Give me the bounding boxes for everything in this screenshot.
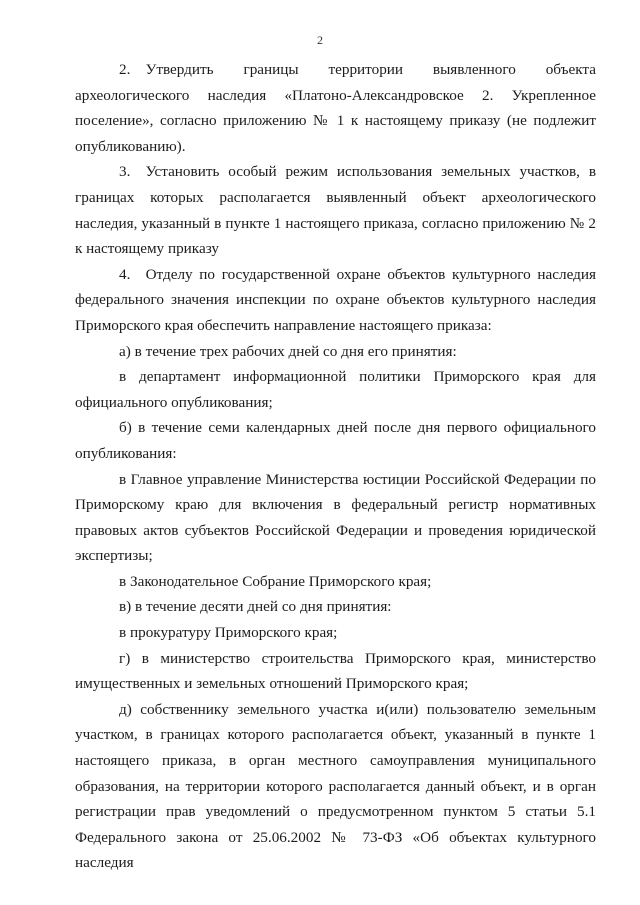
page-number: 2 bbox=[317, 33, 323, 47]
document-body bbox=[75, 57, 596, 876]
recipient-prosecutors-office: в прокуратуру Приморского края; bbox=[119, 624, 338, 642]
paragraph-item-3: 3. Установить особый режим использования земельных участков, в границах которых располагается выявленный объект археологического наследия, указанный в пункте 1 настоящего приказа, согласно приложению № 2 к настоящему приказу bbox=[75, 163, 596, 258]
subparagraph-b: б) в течение семи календарных дней после дня первого официального опубликования: bbox=[75, 419, 596, 462]
subparagraph-v: в) в течение десяти дней со дня принятия: bbox=[119, 598, 392, 616]
recipient-legislative-assembly: в Законодательное Собрание Приморского края; bbox=[119, 572, 432, 590]
subparagraph-d: д) собственнику земельного участка и(или) пользователю земельным участком, в границах которого располагается объект, указанный в пункте 1 настоящего приказа, в орган местного самоуправления муниципального образования, на территории которого располагается данный объект, и в орган регистрации прав уведомлений о предусмотренном пунктом 5 статьи 5.1 Федерального закона от 25.06.2002 № 73-ФЗ «Об объектах культурного наследия bbox=[75, 700, 596, 872]
recipient-information-policy-department: в департамент информационной политики Приморского края для официального опубликования; bbox=[75, 368, 596, 411]
paragraph-item-2: 2. Утвердить границы территории выявленного объекта археологического наследия «Платоно-Александровское 2. Укрепленное поселение», согласно приложению № 1 к настоящему приказу (не подлежит опубликованию). bbox=[75, 61, 596, 155]
subparagraph-a: а) в течение трех рабочих дней со дня его принятия: bbox=[119, 342, 457, 360]
recipient-ministry-of-justice: в Главное управление Министерства юстиции Российской Федерации по Приморскому краю для включения в федеральный регистр нормативных правовых актов субъектов Российской Федерации и проведения юридической экспертизы; bbox=[75, 470, 596, 565]
subparagraph-g: г) в министерство строительства Приморского края, министерство имущественных и земельных отношений Приморского края; bbox=[75, 649, 596, 693]
paragraph-item-4: 4. Отделу по государственной охране объектов культурного наследия федерального значения инспекции по охране объектов культурного наследия Приморского края обеспечить направление настоящего приказа: bbox=[75, 265, 596, 334]
